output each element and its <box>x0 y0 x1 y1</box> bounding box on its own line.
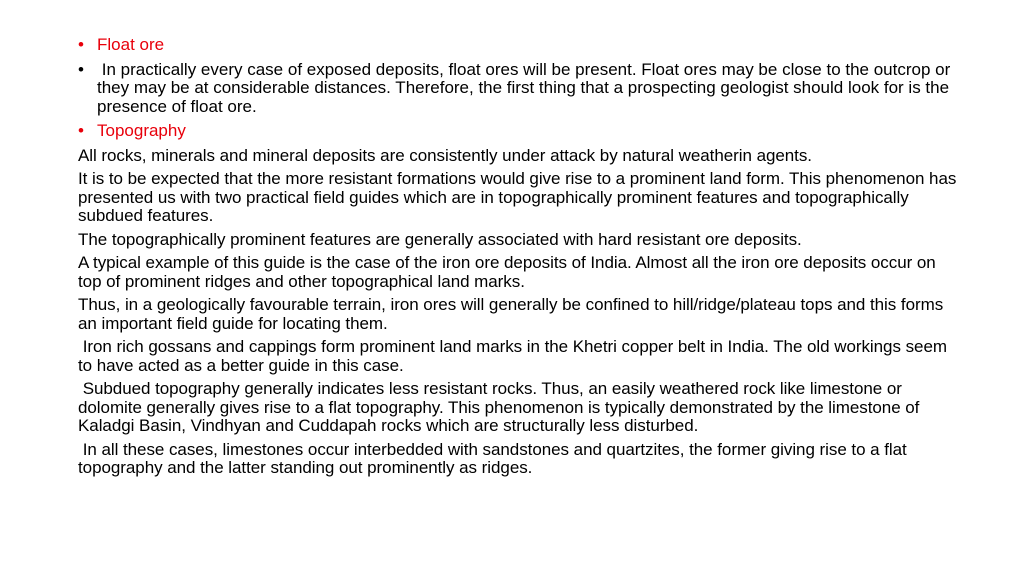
paragraph-khetri-gossans: Iron rich gossans and cappings form prominent land marks in the Khetri copper belt in India. The old workings seem to have acted as a better guide in this case. <box>78 337 952 375</box>
paragraph-prominent-features: The topographically prominent features are generally associated with hard resistant ore deposits. <box>78 229 802 249</box>
float-ore-description: In practically every case of exposed deposits, float ores will be present. Float ores may be close to the outcrop or they may be at considerable distances. Therefore, the first thing that a prospecting geologist should look for is the presence of float ore. <box>97 59 956 116</box>
heading-topography: Topography <box>97 121 186 140</box>
bullet-float-ore <box>78 36 958 55</box>
bullet-marker: • <box>78 121 84 140</box>
paragraph-limestone-interbedded: In all these cases, limestones occur interbedded with sandstones and quartzites, the former giving rise to a flat topography and the latter standing out prominently as ridges. <box>78 439 912 477</box>
paragraph-weathering: All rocks, minerals and mineral deposits are consistently under attack by natural weatherin agents. <box>78 145 812 165</box>
heading-float-ore: Float ore <box>97 35 165 54</box>
paragraph-subdued-topography: Subdued topography generally indicates less resistant rocks. Thus, an easily weathered rock like limestone or dolomite generally gives rise to a flat topography. This phenomenon is typically demonstrated by the limestone of Kaladgi Basin, Vindhyan and Cuddapah rocks which are structurally less disturbed. <box>78 379 925 435</box>
bullet-marker: • <box>78 35 84 54</box>
bullet-topography <box>78 122 958 141</box>
slide-content <box>78 36 958 483</box>
bullet-float-ore-description <box>78 61 958 117</box>
paragraph-resistant-formations: It is to be expected that the more resistant formations would give rise to a prominent land form. This phenomenon has presented us with two practical field guides which are in topographically prominent features and topographically subdued features. <box>78 169 957 225</box>
paragraph-iron-ore-india: A typical example of this guide is the case of the iron ore deposits of India. Almost all the iron ore deposits occur on top of prominent ridges and other topographical land marks. <box>78 253 936 291</box>
bullet-marker: • <box>78 59 84 79</box>
paragraph-favourable-terrain: Thus, in a geologically favourable terrain, iron ores will generally be confined to hill/ridge/plateau tops and this forms an important field guide for locating them. <box>78 295 944 333</box>
